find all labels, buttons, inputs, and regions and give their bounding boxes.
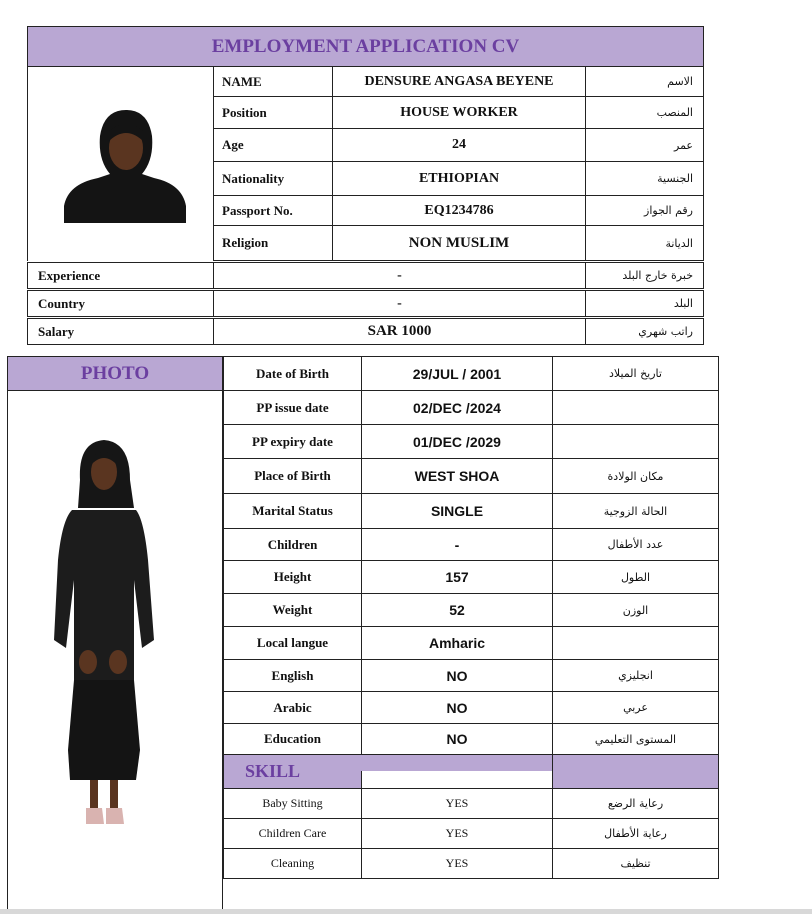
value-height: 157 (361, 560, 553, 594)
label-age: Age (213, 128, 333, 162)
label-passport: Passport No. (213, 195, 333, 226)
value-english: NO (361, 659, 553, 692)
arabic-salary: راتب شهري (585, 318, 704, 345)
skill-header-middle (361, 754, 553, 789)
arabic-height: الطول (552, 560, 719, 594)
value-arabic: NO (361, 691, 553, 724)
full-body-image (8, 390, 224, 914)
value-experience: - (213, 262, 586, 289)
value-name: DENSURE ANGASA BEYENE (332, 66, 586, 97)
value-place-of-birth: WEST SHOA (361, 458, 553, 494)
arabic-passport: رقم الجواز (585, 195, 704, 226)
page-bottom-edge (0, 909, 812, 914)
label-salary: Salary (27, 318, 214, 345)
value-salary: SAR 1000 (213, 318, 586, 345)
value-religion: NON MUSLIM (332, 225, 586, 261)
arabic-arabic: عربي (552, 691, 719, 724)
label-children-care: Children Care (223, 818, 362, 849)
value-age: 24 (332, 128, 586, 162)
value-pp-issue: 02/DEC /2024 (361, 390, 553, 425)
arabic-children-care: رعاية الأطفال (552, 818, 719, 849)
skill-header-right (552, 754, 719, 789)
label-country: Country (27, 290, 214, 317)
label-baby-sitting: Baby Sitting (223, 788, 362, 819)
label-english: English (223, 659, 362, 692)
arabic-english: انجليزي (552, 659, 719, 692)
headshot-photo (27, 66, 214, 261)
arabic-baby-sitting: رعاية الرضع (552, 788, 719, 819)
value-education: NO (361, 723, 553, 755)
value-children: - (361, 528, 553, 561)
label-marital-status: Marital Status (223, 493, 362, 529)
value-cleaning: YES (361, 848, 553, 879)
label-arabic: Arabic (223, 691, 362, 724)
value-dob: 29/JUL / 2001 (361, 356, 553, 391)
value-position: HOUSE WORKER (332, 96, 586, 129)
label-position: Position (213, 96, 333, 129)
arabic-nationality: الجنسية (585, 161, 704, 196)
value-nationality: ETHIOPIAN (332, 161, 586, 196)
arabic-age: عمر (585, 128, 704, 162)
label-nationality: Nationality (213, 161, 333, 196)
label-education: Education (223, 723, 362, 755)
cv-title: EMPLOYMENT APPLICATION CV (27, 26, 704, 67)
arabic-cleaning: تنظيف (552, 848, 719, 879)
arabic-name: الاسم (585, 66, 704, 97)
label-religion: Religion (213, 225, 333, 261)
arabic-place-of-birth: مكان الولادة (552, 458, 719, 494)
arabic-experience: خبرة خارج البلد (585, 262, 704, 289)
label-dob: Date of Birth (223, 356, 362, 391)
arabic-pp-expiry (552, 424, 719, 459)
value-marital-status: SINGLE (361, 493, 553, 529)
label-local-language: Local langue (223, 626, 362, 660)
label-children: Children (223, 528, 362, 561)
arabic-religion: الديانة (585, 225, 704, 261)
label-pp-issue: PP issue date (223, 390, 362, 425)
skill-header-middle-band (361, 755, 553, 771)
value-pp-expiry: 01/DEC /2029 (361, 424, 553, 459)
label-height: Height (223, 560, 362, 594)
label-pp-expiry: PP expiry date (223, 424, 362, 459)
arabic-weight: الوزن (552, 593, 719, 627)
arabic-local-language (552, 626, 719, 660)
label-name: NAME (213, 66, 333, 97)
arabic-pp-issue (552, 390, 719, 425)
value-local-language: Amharic (361, 626, 553, 660)
value-country: - (213, 290, 586, 317)
label-experience: Experience (27, 262, 214, 289)
arabic-children: عدد الأطفال (552, 528, 719, 561)
value-weight: 52 (361, 593, 553, 627)
label-weight: Weight (223, 593, 362, 627)
label-cleaning: Cleaning (223, 848, 362, 879)
value-passport: EQ1234786 (332, 195, 586, 226)
arabic-country: البلد (585, 290, 704, 317)
arabic-education: المستوى التعليمي (552, 723, 719, 755)
arabic-position: المنصب (585, 96, 704, 129)
arabic-marital-status: الحالة الزوجية (552, 493, 719, 529)
headshot-image (28, 66, 215, 261)
label-place-of-birth: Place of Birth (223, 458, 362, 494)
skill-title: SKILL (223, 754, 362, 789)
full-photo (7, 390, 223, 914)
value-baby-sitting: YES (361, 788, 553, 819)
value-children-care: YES (361, 818, 553, 849)
arabic-dob: تاريخ الميلاد (552, 356, 719, 391)
photo-title: PHOTO (7, 356, 223, 391)
